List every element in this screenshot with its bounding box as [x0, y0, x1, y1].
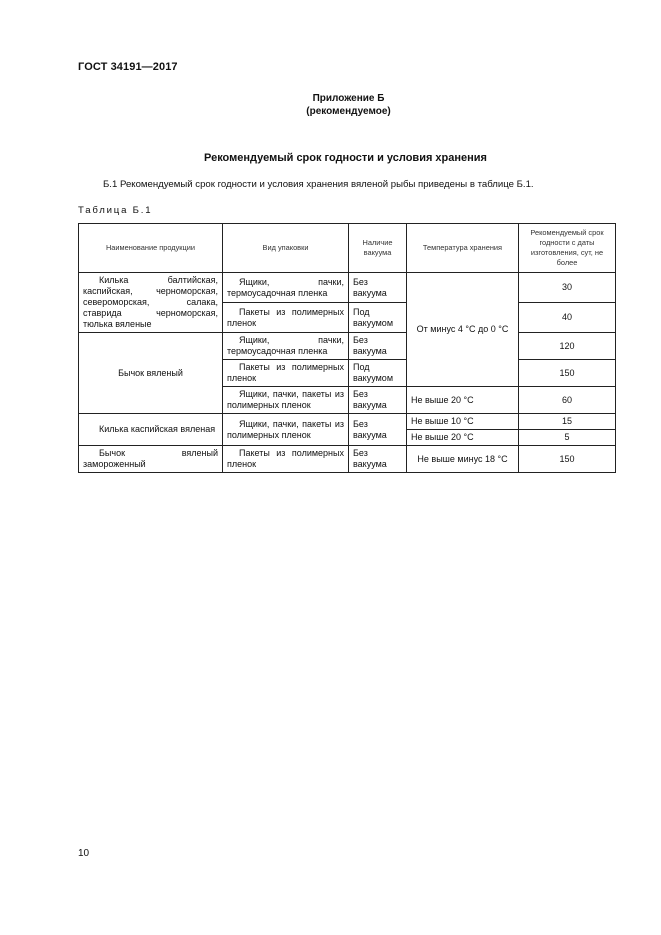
table-row: [79, 414, 616, 430]
table-row: [79, 446, 616, 473]
header-vacuum: Наличие вакуума: [349, 224, 407, 273]
shelf-life-cell: 120: [519, 333, 616, 360]
header-name: Наименование продукции: [79, 224, 223, 273]
product-name-cell: Бычок вяленый: [79, 333, 223, 414]
shelf-life-cell: 60: [519, 387, 616, 414]
packaging-cell: Ящики, пачки, термоусадочная пленка: [223, 333, 349, 360]
appendix-title: Приложение Б: [312, 93, 385, 104]
product-name-cell: Килька балтийская, каспийская, черноморская, североморская, салака, ставрида черноморская, тюлька вяленые: [79, 273, 223, 333]
vacuum-cell: Без вакуума: [349, 273, 407, 303]
packaging-cell: Пакеты из полимерных пленок: [223, 303, 349, 333]
temperature-cell: Не выше 20 °С: [407, 430, 519, 446]
packaging-cell: Ящики, пачки, пакеты из полимерных пленок: [223, 387, 349, 414]
table-row: [79, 333, 616, 360]
appendix-status: (рекомендуемое): [306, 106, 391, 117]
packaging-cell: Ящики, пачки, пакеты из полимерных пленок: [223, 414, 349, 446]
shelf-life-cell: 15: [519, 414, 616, 430]
shelf-life-cell: 5: [519, 430, 616, 446]
header-shelf-life: Рекомендуемый срок годности с даты изготовления, сут, не более: [519, 224, 616, 273]
table-caption: Таблица Б.1: [78, 205, 153, 216]
table-row: [79, 273, 616, 303]
header-packaging: Вид упаковки: [223, 224, 349, 273]
page-number: 10: [78, 848, 90, 859]
shelf-life-table: [78, 223, 616, 473]
intro-paragraph: Б.1 Рекомендуемый срок годности и условия хранения вяленой рыбы приведены в таблице Б.1.: [103, 179, 534, 190]
shelf-life-cell: 40: [519, 303, 616, 333]
appendix-heading: [0, 92, 661, 118]
section-title: Рекомендуемый срок годности и условия хранения: [204, 152, 487, 164]
vacuum-cell: Без вакуума: [349, 446, 407, 473]
product-name-cell: Килька каспийская вяленая: [79, 414, 223, 446]
temperature-cell: Не выше 20 °С: [407, 387, 519, 414]
temperature-cell: Не выше минус 18 °С: [407, 446, 519, 473]
vacuum-cell: Без вакуума: [349, 414, 407, 446]
header-temperature: Температура хранения: [407, 224, 519, 273]
vacuum-cell: Без вакуума: [349, 333, 407, 360]
vacuum-cell: Без вакуума: [349, 387, 407, 414]
shelf-life-cell: 150: [519, 446, 616, 473]
shelf-life-cell: 150: [519, 360, 616, 387]
packaging-cell: Ящики, пачки, термоусадочная пленка: [223, 273, 349, 303]
product-name-cell: Бычок вяленый замороженный: [79, 446, 223, 473]
standard-header: ГОСТ 34191—2017: [78, 61, 178, 73]
temperature-cell: От минус 4 °С до 0 °С: [407, 273, 519, 387]
table-header-row: [79, 224, 616, 273]
packaging-cell: Пакеты из полимерных пленок: [223, 360, 349, 387]
temperature-cell: Не выше 10 °С: [407, 414, 519, 430]
shelf-life-cell: 30: [519, 273, 616, 303]
vacuum-cell: Под вакуумом: [349, 360, 407, 387]
vacuum-cell: Под вакуумом: [349, 303, 407, 333]
packaging-cell: Пакеты из полимерных пленок: [223, 446, 349, 473]
